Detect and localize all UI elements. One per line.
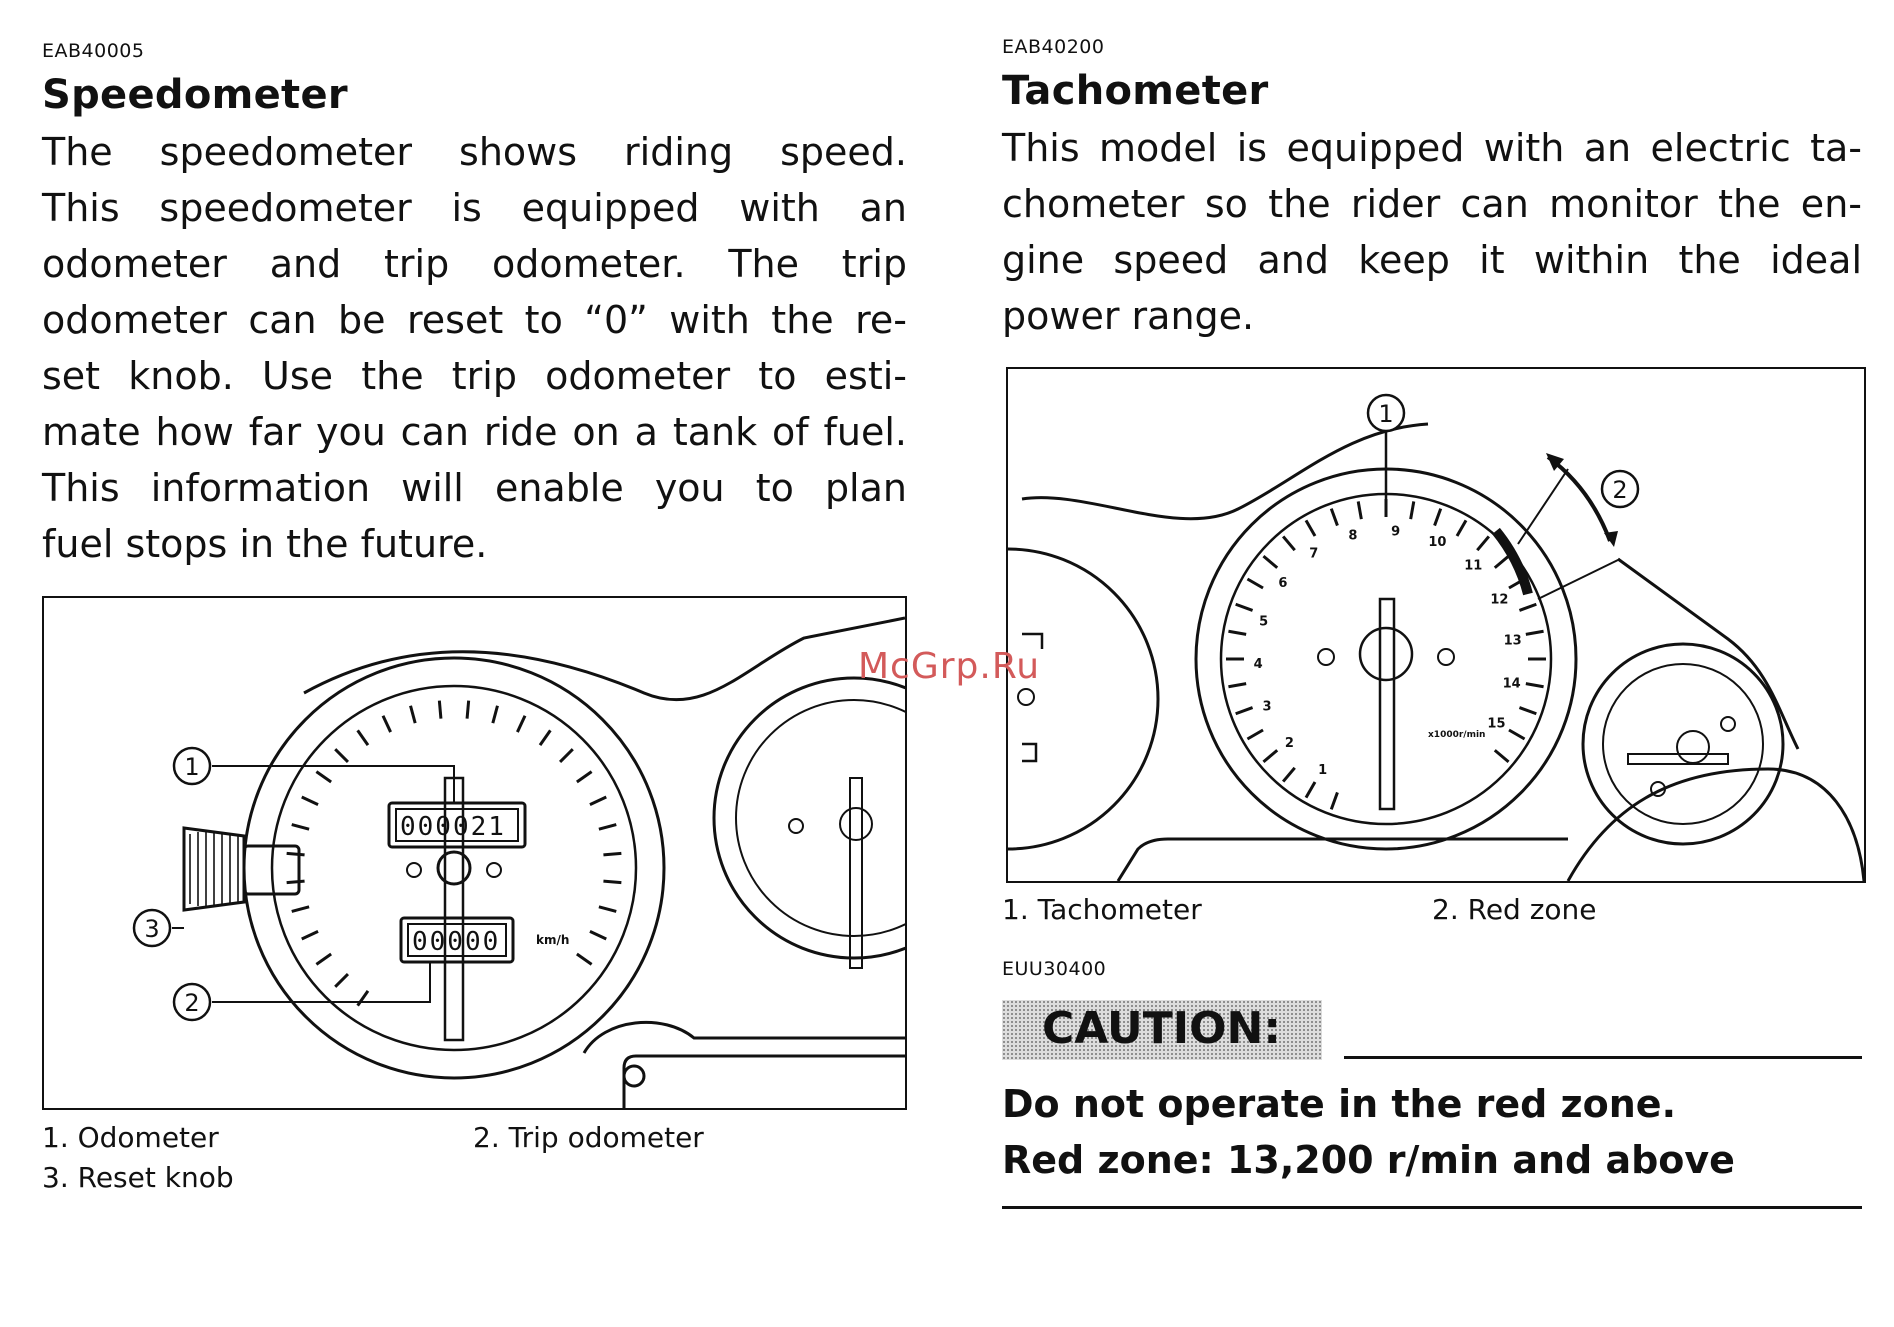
tachometer-scale-number: 9 <box>1391 524 1401 540</box>
speedometer-tick <box>335 749 348 762</box>
tachometer-scale-number: 15 <box>1487 716 1506 732</box>
tachometer-scale-number: 2 <box>1284 735 1294 751</box>
tachometer-tick <box>1236 604 1253 610</box>
tachometer-tick <box>1477 536 1489 550</box>
tachometer-scale-number: 12 <box>1490 592 1509 608</box>
section-title: Tachometer <box>1002 68 1269 114</box>
speedometer-tick <box>335 974 348 987</box>
speedometer-tick <box>287 853 305 855</box>
speedometer-tick <box>411 706 416 723</box>
speedometer-tick <box>493 706 498 723</box>
tachometer-tick <box>1435 509 1441 526</box>
speedometer-tick <box>603 881 621 883</box>
tachometer-tick <box>1306 520 1315 536</box>
speedometer-tick <box>540 730 550 745</box>
body-line: set knob. Use the trip odometer to esti- <box>42 354 907 398</box>
warning-line: Red zone: 13,200 r/min and above <box>1002 1138 1735 1182</box>
speedometer-tick <box>302 931 318 939</box>
tachometer-tick <box>1331 792 1337 809</box>
speedometer-tick <box>577 954 592 964</box>
callout-2-label: 2 <box>184 989 200 1017</box>
body-line: power range. <box>1002 294 1255 338</box>
speedometer-drawing <box>44 598 905 1108</box>
speedometer-tick <box>590 797 606 805</box>
speedometer-tick <box>316 772 331 782</box>
tachometer-figure <box>1006 367 1866 883</box>
tachometer-tick <box>1411 501 1414 519</box>
body-line: fuel stops in the future. <box>42 522 488 566</box>
speedometer-tick <box>383 716 391 732</box>
speedometer-tick <box>590 931 606 939</box>
watermark: McGrp.Ru <box>858 646 1041 687</box>
tachometer-tick <box>1509 730 1525 739</box>
tachometer-scale-number: 4 <box>1253 657 1263 673</box>
body-line: gine speed and keep it within the ideal <box>1002 238 1862 282</box>
caption-odometer: 1. Odometer <box>42 1121 219 1154</box>
body-line: mate how far you can ride on a tank of fuel. <box>42 410 907 454</box>
tachometer-scale-number: 10 <box>1428 534 1447 550</box>
tachometer-scale-numbers <box>1254 524 1522 778</box>
tachometer-scale-number: 5 <box>1259 614 1269 630</box>
tachometer-tick <box>1519 708 1536 714</box>
trip-digits: 00000 <box>412 927 501 957</box>
speedometer-tick <box>292 907 309 912</box>
tachometer-tick <box>1228 631 1246 634</box>
tachometer-scale-number: 3 <box>1262 699 1272 715</box>
tachometer-scale-number: 6 <box>1278 576 1288 592</box>
tach-unit: x1000r/min <box>1428 730 1486 740</box>
tachometer-scale-ticks <box>1226 499 1546 809</box>
speedometer-tick <box>439 701 441 719</box>
tachometer-scale-number: 7 <box>1309 546 1319 562</box>
caution-label: CAUTION: <box>1042 1003 1281 1054</box>
speedometer-tick <box>292 825 309 830</box>
tachometer-tick <box>1306 782 1315 798</box>
body-line: This information will enable you to plan <box>42 466 907 510</box>
tachometer-tick <box>1519 604 1536 610</box>
speed-unit: km/h <box>536 933 570 947</box>
tachometer-scale-number: 1 <box>1318 763 1328 779</box>
callout-1-label: 1 <box>1378 400 1394 428</box>
tachometer-tick <box>1526 631 1544 634</box>
body-line: This model is equipped with an electric ta- <box>1002 126 1862 170</box>
speedometer-tick <box>599 825 616 830</box>
speedometer-tick <box>599 907 616 912</box>
section-code: EAB40005 <box>42 40 145 62</box>
tachometer-tick <box>1247 730 1263 739</box>
tachometer-scale-number: 8 <box>1348 528 1358 544</box>
caption-red-zone: 2. Red zone <box>1432 893 1597 926</box>
section-code: EAB40200 <box>1002 36 1105 58</box>
body-line: odometer and trip odometer. The trip <box>42 242 907 286</box>
tachometer-tick <box>1457 520 1466 536</box>
tachometer-tick <box>1263 556 1277 568</box>
tachometer-tick <box>1263 750 1277 762</box>
caution-bottom-rule <box>1002 1206 1862 1209</box>
caption-reset-knob: 3. Reset knob <box>42 1161 234 1194</box>
speedometer-figure <box>42 596 907 1110</box>
tachometer-scale-number: 14 <box>1502 676 1521 692</box>
callout-2-label: 2 <box>1612 476 1628 504</box>
section-title: Speedometer <box>42 72 348 118</box>
tachometer-tick <box>1495 750 1509 762</box>
tachometer-scale-number: 13 <box>1503 633 1522 649</box>
callout-1-label: 1 <box>184 753 200 781</box>
tachometer-tick <box>1331 509 1337 526</box>
tachometer-tick <box>1228 684 1246 687</box>
speedometer-tick <box>467 701 469 719</box>
speedometer-tick <box>517 716 525 732</box>
body-paragraph <box>1002 120 1862 344</box>
body-line: The speedometer shows riding speed. <box>42 130 907 174</box>
body-line: odometer can be reset to “0” with the re- <box>42 298 907 342</box>
speedometer-tick <box>577 772 592 782</box>
speedometer-tick <box>603 853 621 855</box>
caution-top-rule <box>1344 1056 1862 1059</box>
warning-line: Do not operate in the red zone. <box>1002 1082 1677 1126</box>
caption-trip-odometer: 2. Trip odometer <box>473 1121 704 1154</box>
body-paragraph <box>42 124 907 572</box>
tachometer-tick <box>1283 536 1295 550</box>
odometer-digits: 000021 <box>400 812 506 842</box>
tachometer-tick <box>1495 556 1509 568</box>
speedometer-tick <box>560 749 573 762</box>
tachometer-drawing <box>1008 369 1864 881</box>
callout-3-label: 3 <box>144 915 160 943</box>
tachometer-scale-number: 11 <box>1464 558 1483 574</box>
caution-code: EUU30400 <box>1002 958 1107 980</box>
speedometer-tick <box>358 730 368 745</box>
speedometer-tick <box>316 954 331 964</box>
tachometer-tick <box>1236 708 1253 714</box>
caption-tachometer: 1. Tachometer <box>1002 893 1202 926</box>
tachometer-tick <box>1247 579 1263 588</box>
tachometer-tick <box>1358 501 1361 519</box>
tachometer-tick <box>1526 684 1544 687</box>
body-line: chometer so the rider can monitor the en- <box>1002 182 1862 226</box>
tachometer-tick <box>1283 768 1295 782</box>
speedometer-tick <box>302 797 318 805</box>
speedometer-tick <box>287 881 305 883</box>
body-line: This speedometer is equipped with an <box>42 186 907 230</box>
speedometer-tick <box>358 991 368 1006</box>
